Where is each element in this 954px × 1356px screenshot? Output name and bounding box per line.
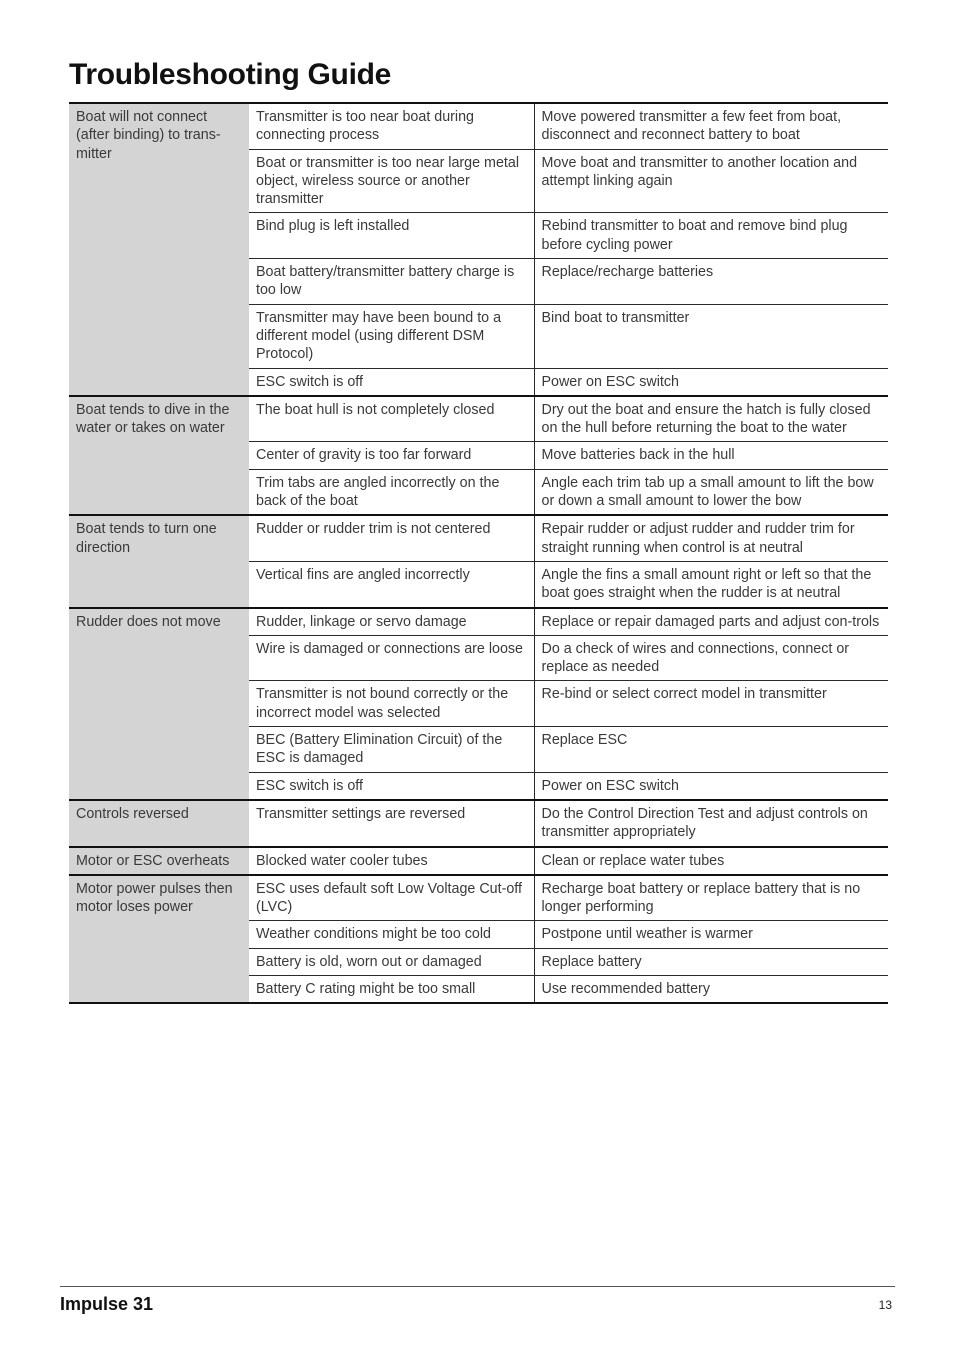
solution-cell: Repair rudder or adjust rudder and rudder trim for straight running when control is at neutral (541, 521, 855, 556)
solution-cell: Angle each trim tab up a small amount to lift the bow or down a small amount to lower the bow (534, 469, 888, 515)
solution-cell: Replace/recharge batteries (534, 259, 888, 305)
problem-group (69, 875, 888, 1003)
problem-cell: Rudder does not move (69, 608, 249, 800)
solution-cell: Do the Control Direction Test and adjust controls on transmitter appropriately (541, 805, 868, 841)
problem-group (69, 103, 888, 396)
footer-product-name: Impulse 31 (60, 1294, 154, 1314)
cause-cell: Center of gravity is too far forward (249, 442, 534, 469)
solution-cell: Do a check of wires and connections, connect or replace as needed (534, 635, 888, 681)
page-title: Troubleshooting Guide (69, 58, 392, 91)
table-row (69, 800, 888, 847)
troubleshooting-table (69, 102, 888, 1004)
solution-cell: Rebind transmitter to boat and remove bind plug before cycling power (534, 213, 888, 259)
cause-cell: Transmitter settings are reversed (249, 800, 534, 847)
cause-cell: Boat battery/transmitter battery charge is too low (249, 259, 534, 305)
cause-cell: BEC (Battery Elimination Circuit) of the ESC is damaged (249, 727, 534, 773)
table-row (69, 103, 888, 149)
problem-group (69, 608, 888, 800)
cause-cell: Transmitter is not bound correctly or the incorrect model was selected (249, 681, 534, 727)
cause-cell: Vertical fins are angled incorrectly (249, 561, 534, 607)
footer-divider (60, 1286, 895, 1287)
cause-cell: Rudder, linkage or servo damage (249, 608, 534, 636)
cause-cell: Battery is old, worn out or damaged (249, 948, 534, 975)
problem-cell: Motor power pulses then motor loses power (69, 875, 249, 1003)
solution-cell: Recharge boat battery or replace battery that is no longer performing (541, 880, 861, 916)
solution-cell: Replace ESC (534, 727, 888, 773)
solution-cell: Bind boat to transmitter (534, 304, 888, 368)
solution-cell: Re-bind or select correct model in transmitter (534, 681, 888, 727)
solution-cell: Replace or repair damaged parts and adjust con-trols (541, 613, 880, 630)
cause-cell: Bind plug is left installed (249, 213, 534, 259)
cause-cell: Wire is damaged or connections are loose (249, 635, 534, 681)
solution-cell: Dry out the boat and ensure the hatch is fully closed on the hull before returning the boat to the water (541, 401, 871, 437)
problem-group (69, 847, 888, 875)
table-row (69, 875, 888, 921)
page-number: 13 (878, 1298, 892, 1312)
cause-cell: Transmitter is too near boat during connecting process (249, 103, 534, 149)
table-row (69, 608, 888, 636)
problem-cell: Motor or ESC overheats (69, 847, 249, 875)
solution-cell: Clean or replace water tubes (541, 852, 725, 869)
solution-cell: Move powered transmitter a few feet from boat, disconnect and reconnect battery to boat (541, 109, 842, 144)
problem-group (69, 800, 888, 847)
solution-cell: Angle the fins a small amount right or left so that the boat goes straight when the rudder is at neutral (534, 561, 888, 607)
problem-cell: Boat tends to turn one direction (69, 515, 249, 607)
cause-cell: Boat or transmitter is too near large metal object, wireless source or another transmitter (249, 149, 534, 213)
solution-cell: Replace battery (534, 948, 888, 975)
cause-cell: ESC switch is off (249, 772, 534, 800)
cause-cell: The boat hull is not completely closed (249, 396, 534, 442)
cause-cell: Trim tabs are angled incorrectly on the back of the boat (249, 469, 534, 515)
table-row (69, 396, 888, 442)
solution-cell: Use recommended battery (534, 975, 888, 1003)
problem-cell: Boat will not connect (after binding) to trans-mitter (69, 103, 249, 396)
cause-cell: Weather conditions might be too cold (249, 921, 534, 948)
table-row (69, 515, 888, 561)
cause-cell: ESC switch is off (249, 368, 534, 396)
cause-cell: Battery C rating might be too small (249, 975, 534, 1003)
cause-cell: Rudder or rudder trim is not centered (249, 515, 534, 561)
cause-cell: ESC uses default soft Low Voltage Cut-off (LVC) (249, 875, 534, 921)
problem-cell: Boat tends to dive in the water or takes on water (69, 396, 249, 515)
cause-cell: Blocked water cooler tubes (249, 847, 534, 875)
solution-cell: Move boat and transmitter to another location and attempt linking again (534, 149, 888, 213)
solution-cell: Move batteries back in the hull (534, 442, 888, 469)
cause-cell: Transmitter may have been bound to a different model (using different DSM Protocol) (249, 304, 534, 368)
solution-cell: Power on ESC switch (534, 368, 888, 396)
solution-cell: Postpone until weather is warmer (534, 921, 888, 948)
problem-group (69, 396, 888, 515)
table-row (69, 847, 888, 875)
problem-group (69, 515, 888, 607)
problem-cell: Controls reversed (69, 800, 249, 847)
solution-cell: Power on ESC switch (534, 772, 888, 800)
